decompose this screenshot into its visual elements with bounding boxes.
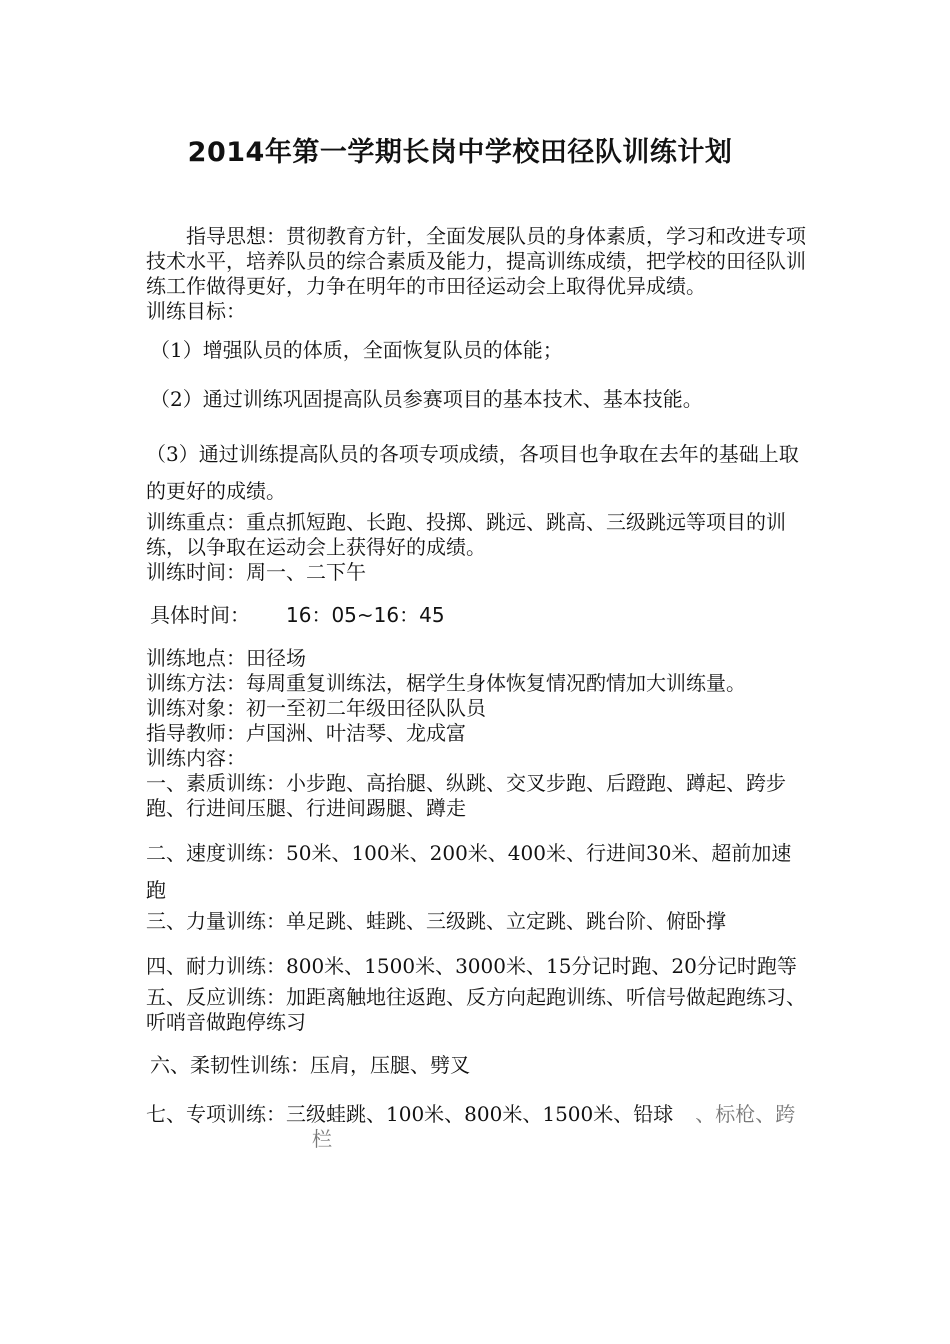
teachers-line: 指导教师：卢国洲、叶洁琴、龙成富	[146, 721, 466, 745]
guiding-paragraph: 指导思想：贯彻教育方针，全面发展队员的身体素质，学习和改进专项技术水平，培养队员的综合素质及能力，提高训练成绩，把学校的田径队训练工作做得更好，力争在明年的市田径运动会上取得优异成绩。	[146, 224, 806, 298]
goal-item: （3）通过训练提高队员的各项专项成绩，各项目也争取在去年的基础上取的更好的成绩。	[146, 442, 799, 503]
goal-item: （2）通过训练巩固提高队员参赛项目的基本技术、基本技能。	[150, 387, 703, 411]
content-item: 四、耐力训练：800米、1500米、3000米、15分记时跑、20分记时跑等	[146, 954, 797, 978]
detail-time-line	[146, 603, 810, 628]
method-line: 训练方法：每周重复训练法，椐学生身体恢复情况酌情加大训练量。	[146, 671, 746, 695]
content-item-7-continuation: 栏	[312, 1127, 332, 1151]
detail-time-value: 16：05~16：45	[286, 603, 445, 627]
content-item-7-tail: 、标枪、跨	[695, 1102, 796, 1126]
content-item-7-main: 七、专项训练：三级蛙跳、100米、800米、1500米、铅球	[146, 1102, 674, 1126]
detail-time-label: 具体时间：	[150, 603, 250, 627]
time-line: 训练时间：周一、二下午	[146, 560, 366, 584]
content-item: 六、柔韧性训练：压肩，压腿、劈叉	[150, 1053, 470, 1077]
content-item: 三、力量训练：单足跳、蛙跳、三级跳、立定跳、跳台阶、俯卧撑	[146, 909, 726, 933]
focus-paragraph: 训练重点：重点抓短跑、长跑、投掷、跳远、跳高、三级跳远等项目的训练，以争取在运动会上获得好的成绩。	[146, 510, 786, 559]
target-line: 训练对象：初一至初二年级田径队队员	[146, 696, 486, 720]
goals-label: 训练目标：	[146, 299, 246, 323]
content-label: 训练内容：	[146, 746, 246, 770]
document-body	[146, 224, 810, 1152]
goal-item: （1）增强队员的体质，全面恢复队员的体能；	[150, 338, 563, 362]
content-item: 一、素质训练：小步跑、高抬腿、纵跳、交叉步跑、后蹬跑、蹲起、跨步跑、行进间压腿、行进间踢腿、蹲走	[146, 771, 786, 820]
content-item: 二、速度训练：50米、100米、200米、400米、行进间30米、超前加速跑	[146, 841, 792, 902]
page-title: 2014年第一学期长岗中学校田径队训练计划	[187, 137, 733, 168]
place-line: 训练地点：田径场	[146, 646, 306, 670]
content-item-7	[146, 1102, 810, 1152]
content-item: 五、反应训练：加距离触地往返跑、反方向起跑训练、听信号做起跑练习、听哨音做跑停练习	[146, 985, 806, 1034]
